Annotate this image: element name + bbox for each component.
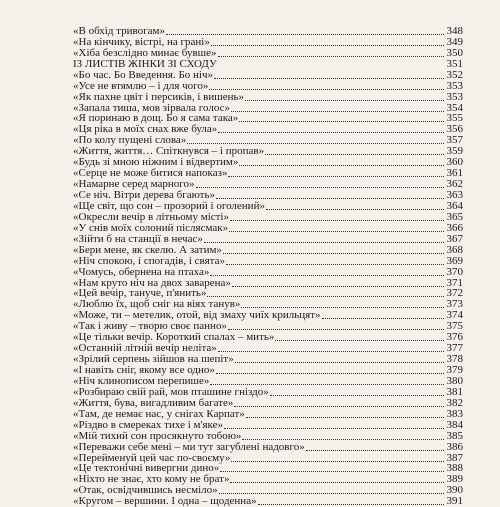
toc-entry-page-number: 368 (446, 243, 463, 256)
dot-leader (231, 111, 444, 112)
toc-entry-title: «Це тільки вечір. Короткий спалах – мить» (73, 331, 275, 344)
dot-leader (246, 417, 444, 418)
toc-entry-title: «У снів моїх солоний післясмак» (73, 221, 229, 234)
toc-entry-title: «Се ніч. Вітри дерева бгають» (73, 189, 215, 201)
toc-entry-title: «Усе не втямлю – і для чого» (73, 79, 209, 92)
toc-entry-title: «Бери мене, як скелю. А затим» (73, 243, 222, 256)
dot-leader (187, 143, 444, 144)
toc-entry-page-number: 348 (446, 24, 463, 37)
toc-entry-title: «Ця ріка в моїх снах вже була» (73, 123, 218, 136)
toc-entry-page-number: 367 (446, 232, 463, 245)
toc-entry-title: «Це тектонічні вивергни дино» (73, 462, 220, 475)
toc-entry-title: «Мій тихий сон просякнуто тобою» (73, 429, 242, 442)
toc-entry-page-number: 370 (446, 265, 463, 278)
toc-entry-page-number: 372 (446, 287, 463, 300)
toc-entry-title: «Зійти б на станції в нечас» (73, 232, 203, 245)
toc-entry-title: «Як пахне цвіт і персиків, і вишень» (73, 90, 244, 103)
toc-entry-title: «Хіба безслідно минає бувше» (73, 46, 217, 59)
toc-entry-page-number: 382 (446, 396, 463, 409)
toc-entry-title: «Бо час. Бо Введення. Бо ніч» (73, 68, 213, 81)
dot-leader (204, 242, 444, 243)
toc-entry-title: «По колу пущені слова» (73, 134, 187, 147)
table-of-contents (73, 26, 463, 507)
toc-entry (73, 431, 463, 442)
toc-entry-title: «Запала тиша, мов зірвала голос» (73, 101, 230, 114)
dot-leader (235, 362, 444, 363)
toc-entry-page-number: 359 (446, 145, 463, 158)
dot-leader (270, 395, 444, 396)
toc-entry-title: «Серце не може битися напоказ» (73, 167, 228, 180)
dot-leader (231, 461, 444, 462)
toc-entry-page-number: 349 (446, 35, 463, 48)
dot-leader (306, 450, 444, 451)
toc-entry-page-number: 362 (446, 178, 463, 191)
toc-entry-page-number: 390 (446, 484, 463, 497)
dot-leader (265, 154, 444, 155)
toc-entry-title: «Я поринаю в дощ. Бо я сама така» (73, 112, 239, 125)
toc-entry-title: «Чомусь, обернена на птаха» (73, 265, 210, 278)
dot-leader (166, 34, 444, 35)
dot-leader (266, 209, 444, 210)
toc-entry-page-number: 350 (446, 46, 463, 59)
toc-entry-page-number: 379 (446, 364, 463, 376)
toc-entry-page-number: 352 (446, 68, 463, 81)
toc-entry-title: «Може, ти – метелик, отой, від змаху чиїх крильцят» (73, 309, 321, 322)
toc-entry-page-number: 354 (446, 101, 463, 114)
dot-leader (230, 220, 444, 221)
dot-leader (211, 45, 444, 46)
toc-entry-page-number: 384 (446, 418, 463, 431)
toc-entry-page-number: 391 (446, 495, 463, 507)
toc-entry (73, 267, 463, 278)
toc-entry (73, 256, 463, 267)
toc-entry-title: «Розбираю свій рай, мов пташине гніздо» (73, 385, 269, 398)
dot-leader (239, 165, 444, 166)
dot-leader (229, 231, 444, 232)
toc-entry-page-number: 353 (446, 90, 463, 103)
dot-leader (242, 439, 444, 440)
toc-entry (73, 442, 463, 453)
toc-entry-title: «Ніхто не знає, хто кому не брат» (73, 473, 230, 486)
dot-leader (228, 176, 444, 177)
toc-entry-page-number: 360 (446, 156, 463, 169)
toc-entry-title: «Люблю їх, щоб сніг на віях танув» (73, 298, 241, 311)
toc-entry-page-number: 353 (446, 79, 463, 92)
toc-entry-title: «Зрілий серпень зійшов на шепіт» (73, 353, 234, 366)
dot-leader (210, 384, 444, 385)
toc-entry (73, 496, 463, 507)
toc-entry-page-number: 369 (446, 254, 463, 267)
toc-entry-title: «Так і живу – творю своє панно» (73, 320, 227, 333)
toc-entry-title: «На кінчику, вістрі, на грані» (73, 35, 210, 48)
toc-entry-title: «Ніч клинописом перепише» (73, 374, 210, 387)
toc-entry-page-number: 356 (446, 123, 463, 136)
dot-leader (234, 406, 444, 407)
toc-entry-title: «І навіть сніг, якому все одно» (73, 364, 215, 376)
toc-entry-page-number: 380 (446, 374, 463, 387)
toc-entry-title: «Перейменуй цей час по-своєму» (73, 451, 231, 464)
dot-leader (230, 482, 444, 483)
toc-entry (73, 92, 463, 103)
dot-leader (209, 89, 444, 90)
toc-entry-title: «Життя, бува, вигадливим багате» (73, 396, 234, 409)
toc-entry-page-number: 383 (446, 407, 463, 420)
toc-entry-title: «Окресли вечір в літньому місті» (73, 210, 229, 223)
dot-leader (210, 275, 444, 276)
toc-entry-title: «Отак, освідчившись несміло» (73, 484, 218, 497)
toc-entry-page-number: 355 (446, 112, 463, 125)
dot-leader (218, 351, 444, 352)
dot-leader (228, 329, 444, 330)
dot-leader (258, 504, 444, 505)
dot-leader (196, 187, 445, 188)
toc-entry-page-number: 373 (446, 298, 463, 311)
toc-entry-page-number: 381 (446, 385, 463, 398)
toc-entry-page-number: 363 (446, 189, 463, 201)
toc-entry-title: «Цей вечір, тануче, п'янить» (73, 287, 207, 300)
dot-leader (232, 286, 444, 287)
dot-leader (241, 307, 444, 308)
toc-entry-page-number: 371 (446, 276, 463, 289)
dot-leader (219, 493, 444, 494)
toc-entry-title: «Переважи себе мені – ми тут загублені надовго» (73, 440, 305, 453)
dot-leader (218, 56, 444, 57)
toc-entry-title: «В обхід тривогам» (73, 24, 165, 37)
toc-entry-page-number: 375 (446, 320, 463, 333)
toc-entry-title: «Ніч спокою, і спогадів, і свята» (73, 254, 225, 267)
toc-entry-title: «Життя, життя… Спіткнувся – і пропав» (73, 145, 265, 158)
toc-entry-page-number: 366 (446, 221, 463, 234)
dot-leader (214, 78, 444, 79)
toc-entry-title: «Нам круто ніч на двох заварена» (73, 276, 231, 289)
dot-leader (216, 373, 444, 374)
toc-entry-title: «Там, де немає нас, у снігах Карпат» (73, 407, 245, 420)
dot-leader (322, 318, 444, 319)
toc-entry-title: «Різдво в смереках тихе і м'яке» (73, 418, 223, 431)
dot-leader (207, 296, 444, 297)
toc-entry-page-number: 351 (446, 57, 463, 70)
toc-entry-title: «Останній літній вечір неліта» (73, 342, 217, 355)
toc-entry-page-number: 385 (446, 429, 463, 442)
dot-leader (223, 253, 444, 254)
dot-leader (224, 428, 444, 429)
dot-leader (239, 121, 444, 122)
toc-entry-title: «Будь зі мною ніжним і відвертим» (73, 156, 239, 169)
toc-entry-page-number: 387 (446, 451, 463, 464)
dot-leader (245, 100, 444, 101)
toc-entry-page-number: 377 (446, 342, 463, 355)
toc-entry-page-number: 376 (446, 331, 463, 344)
dot-leader (218, 132, 444, 133)
toc-entry-page-number: 364 (446, 199, 463, 212)
toc-entry-title: «Намарне серед марного» (73, 178, 195, 191)
dot-leader (220, 471, 444, 472)
toc-entry-page-number: 378 (446, 353, 463, 366)
toc-entry-page-number: 388 (446, 462, 463, 475)
toc-entry-page-number: 389 (446, 473, 463, 486)
toc-entry-page-number: 357 (446, 134, 463, 147)
dot-leader (216, 198, 444, 199)
toc-entry (73, 81, 463, 92)
toc-entry-page-number: 374 (446, 309, 463, 322)
toc-entry-page-number: 361 (446, 167, 463, 180)
dot-leader (275, 340, 444, 341)
toc-entry-page-number: 365 (446, 210, 463, 223)
dot-leader (226, 264, 444, 265)
toc-entry-page-number: 386 (446, 440, 463, 453)
toc-entry-title: ІЗ ЛИСТІВ ЖІНКИ ЗІ СХОДУ (73, 57, 217, 70)
toc-entry-title: «Кругом – вершини. І одна – щоденна» (73, 495, 257, 507)
toc-entry-title: «Ще світ, що сон – прозорий і оголений» (73, 199, 265, 212)
